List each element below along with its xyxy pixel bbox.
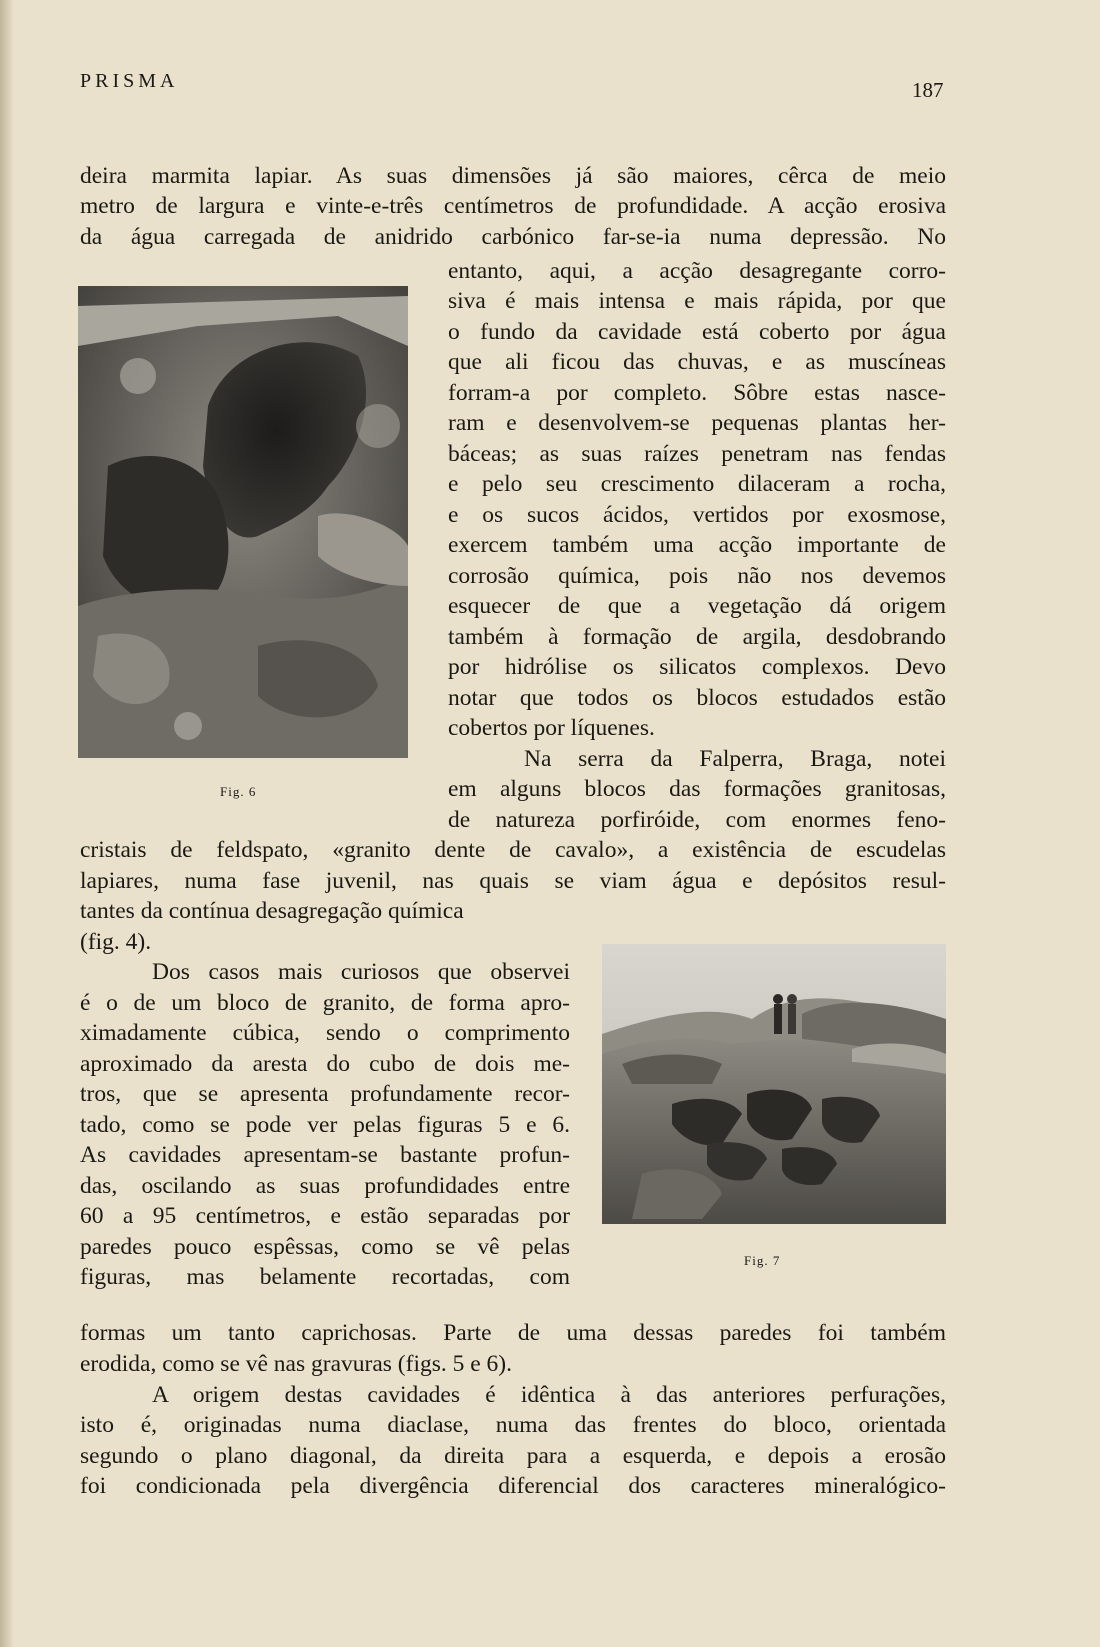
text-line: foi condicionada pela divergência diferencial dos caracteres mineralógico- (80, 1473, 946, 1499)
text-line: Dos casos mais curiosos que observei (152, 959, 570, 985)
text-line: isto é, originadas numa diaclase, numa das frentes do bloco, orientada (80, 1412, 946, 1438)
text-line: deira marmita lapiar. As suas dimensões já são maiores, cêrca de meio (80, 163, 946, 189)
text-line: tros, que se apresenta profundamente recor- (80, 1081, 570, 1107)
text-line: também à formação de argila, desdobrando (448, 624, 946, 650)
text-line: ram e desenvolvem-se pequenas plantas her- (448, 410, 946, 436)
text-line: báceas; as suas raízes penetram nas fendas (448, 441, 946, 467)
text-line: das, oscilando as suas profundidades entre (80, 1173, 570, 1199)
text-line: o fundo da cavidade está coberto por água (448, 319, 946, 345)
text-line: metro de largura e vinte-e-três centímetros de profundidade. A acção erosiva (80, 193, 946, 219)
text-line: siva é mais intensa e mais rápida, por que (448, 288, 946, 314)
text-line: que ali ficou das chuvas, e as muscíneas (448, 349, 946, 375)
text-line: figuras, mas belamente recortadas, com (80, 1264, 570, 1290)
text-line: forram-a por completo. Sôbre estas nasce- (448, 380, 946, 406)
text-line: As cavidades apresentam-se bastante profun- (80, 1142, 570, 1168)
text-line: paredes pouco espêssas, como se vê pelas (80, 1234, 570, 1260)
text-line: notar que todos os blocos estudados estão (448, 685, 946, 711)
text-line: de natureza porfiróide, com enormes feno- (448, 807, 946, 833)
page-edge-shadow (0, 0, 14, 1647)
figure-7-caption: Fig. 7 (744, 1253, 781, 1268)
text-line: é o de um bloco de granito, de forma apro- (80, 990, 570, 1016)
text-line: tantes da contínua desagregação química (80, 898, 464, 924)
text-line: corrosão química, pois não nos devemos (448, 563, 946, 589)
text-line: 60 a 95 centímetros, e estão separadas por (80, 1203, 570, 1229)
text-line: ximadamente cúbica, sendo o comprimento (80, 1020, 570, 1046)
text-line: entanto, aqui, a acção desagregante corro- (448, 258, 946, 284)
text-line: A origem destas cavidades é idêntica à das anteriores perfurações, (152, 1382, 946, 1408)
figure-6-photo (78, 286, 408, 758)
page-number: 187 (912, 78, 944, 102)
text-line: formas um tanto caprichosas. Parte de uma dessas paredes foi também (80, 1320, 946, 1346)
text-line: e os sucos ácidos, vertidos por exosmose, (448, 502, 946, 528)
text-line: (fig. 4). (80, 929, 152, 955)
text-line: lapiares, numa fase juvenil, nas quais se viam água e depósitos resul- (80, 868, 946, 894)
text-line: esquecer de que a vegetação dá origem (448, 593, 946, 619)
text-line: Na serra da Falperra, Braga, notei (524, 746, 946, 772)
text-line: exercem também uma acção importante de (448, 532, 946, 558)
text-line: por hidrólise os silicatos complexos. Devo (448, 654, 946, 680)
text-line: cobertos por líquenes. (448, 715, 655, 741)
text-line: e pelo seu crescimento dilaceram a rocha, (448, 471, 946, 497)
text-line: tado, como se pode ver pelas figuras 5 e 6. (80, 1112, 570, 1138)
figure-6-caption: Fig. 6 (220, 784, 257, 799)
text-line: da água carregada de anidrido carbónico far-se-ia numa depressão. No (80, 224, 946, 250)
text-line: aproximado da aresta do cubo de dois me- (80, 1051, 570, 1077)
text-line: segundo o plano diagonal, da direita para a esquerda, e depois a erosão (80, 1443, 946, 1469)
text-line: cristais de feldspato, «granito dente de cavalo», a existência de escudelas (80, 837, 946, 863)
figure-7-photo (602, 944, 946, 1224)
text-line: em alguns blocos das formações granitosas, (448, 776, 946, 802)
running-header-title: PRISMA (80, 70, 179, 92)
text-line: erodida, como se vê nas gravuras (figs. 5 e 6). (80, 1351, 512, 1377)
